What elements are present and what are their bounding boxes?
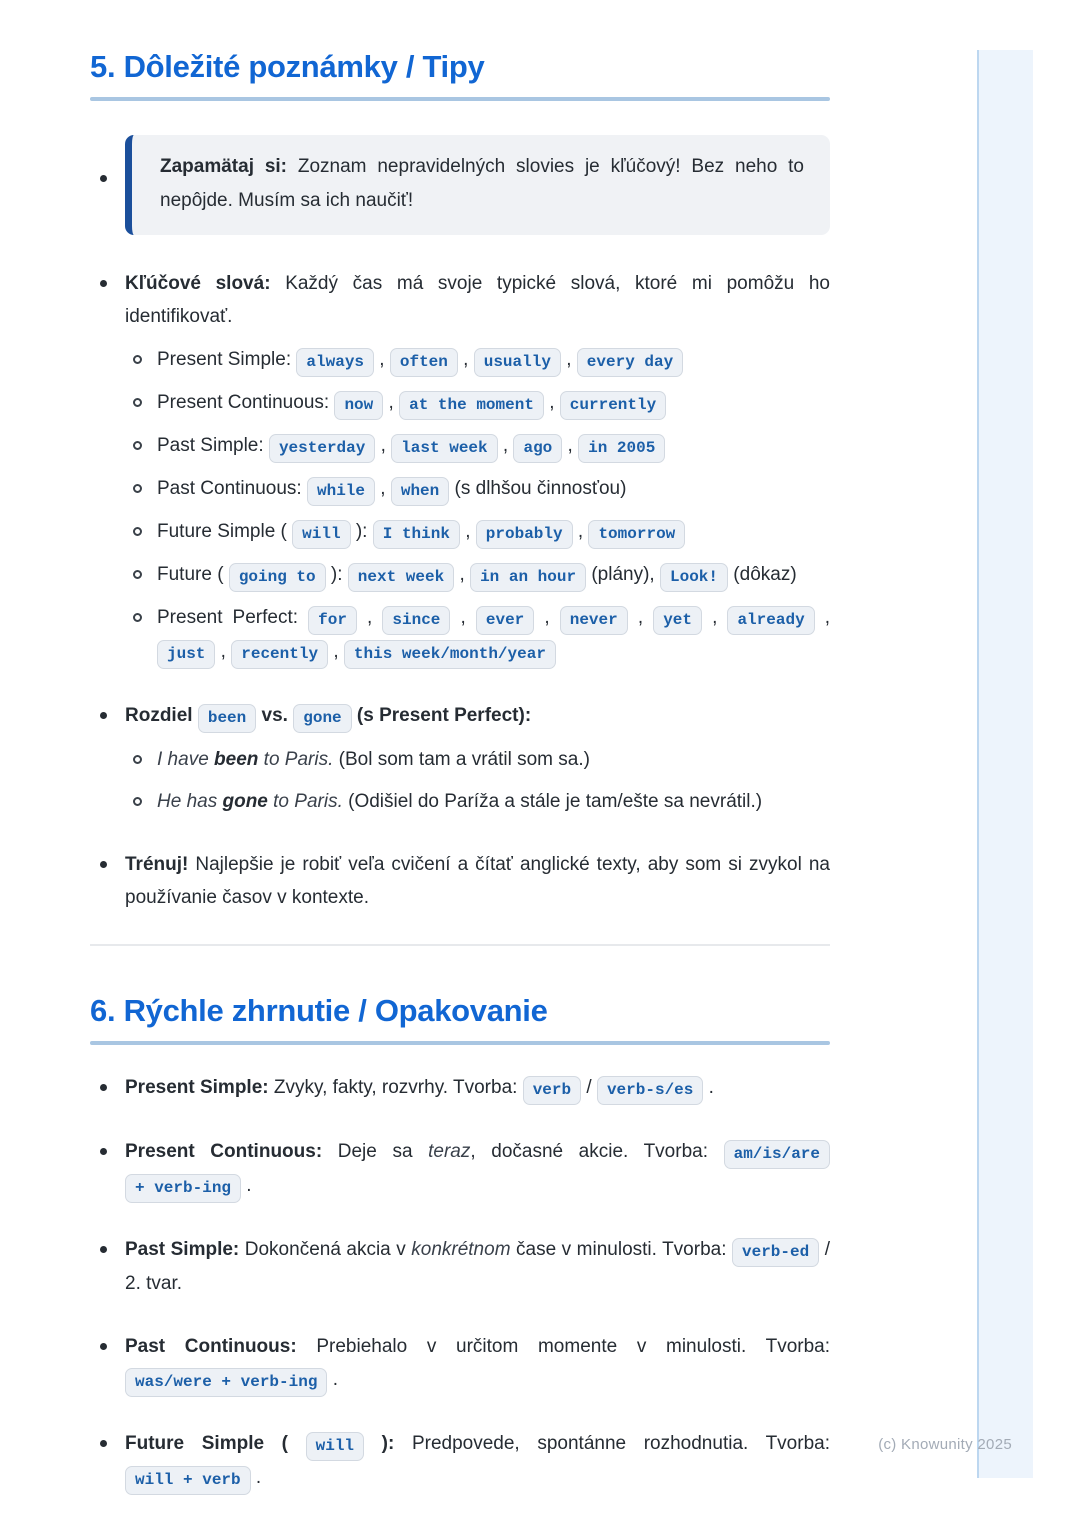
bullet-icon: [100, 1440, 107, 1447]
text-run: .: [327, 1369, 338, 1390]
code-chip: will: [306, 1432, 364, 1461]
text-run: Najlepšie je robiť veľa cvičení a čítať anglické texty, aby som si zvykol na používanie časov v kontexte.: [125, 854, 830, 908]
text-run: ,: [702, 607, 728, 628]
bullet-icon: [100, 861, 107, 868]
code-chip: I think: [373, 520, 460, 549]
code-chip: will + verb: [125, 1466, 251, 1495]
bold-italic-text: gone: [222, 791, 268, 812]
italic-text: to Paris.: [267, 791, 343, 812]
heading-underline: [90, 1041, 830, 1045]
italic-text: He has: [157, 791, 223, 812]
keyword-item-text: [157, 392, 666, 413]
text-run: ,: [560, 349, 577, 370]
circle-bullet-icon: [133, 484, 142, 493]
circle-bullet-icon: [133, 755, 142, 764]
text-run: Prebiehalo v určitom momente v minulosti. Tvorba:: [296, 1336, 830, 1357]
summary-text: [125, 1077, 714, 1098]
bullet-icon: [100, 712, 107, 719]
bold-text: Present Simple:: [125, 1077, 269, 1098]
code-chip: verb-ed: [732, 1238, 819, 1267]
example-item: [125, 743, 830, 776]
code-chip: verb-s/es: [597, 1076, 703, 1105]
list-item: [90, 135, 830, 235]
summary-text: [125, 1239, 830, 1294]
text-run: Zoznam nepravidelných slovies je kľúčový! Bez neho to nepôjde. Musím sa ich naučiť!: [160, 156, 804, 211]
bullet-icon: [100, 280, 107, 287]
code-chip: was/were + verb-ing: [125, 1368, 327, 1397]
summary-text: [125, 1336, 830, 1390]
bold-italic-text: been: [214, 749, 259, 770]
circle-bullet-icon: [133, 527, 142, 536]
text-run: ,: [450, 607, 476, 628]
text-run: ,: [562, 435, 579, 456]
copyright-footer: (c) Knowunity 2025: [878, 1436, 1012, 1453]
code-chip: while: [307, 477, 375, 506]
text-run: Future (: [157, 564, 229, 585]
bold-text: Trénuj!: [125, 854, 196, 875]
code-chip: been: [198, 704, 256, 733]
text-run: /: [581, 1077, 597, 1098]
summary-text: [125, 1433, 830, 1488]
keyword-item-text: [157, 478, 626, 499]
circle-bullet-icon: [133, 613, 142, 622]
text-run: , dočasné akcie. Tvorba:: [470, 1141, 724, 1162]
example-text: [157, 749, 590, 770]
bullet-icon: [100, 175, 107, 182]
code-chip: always: [296, 348, 374, 377]
text-run: ,: [814, 607, 831, 628]
section-divider: [90, 944, 830, 946]
text-run: .: [250, 1467, 262, 1488]
code-chip: when: [391, 477, 449, 506]
bold-text: (s Present Perfect):: [351, 705, 532, 726]
section-5-list: [90, 135, 830, 914]
code-chip: at the moment: [399, 391, 544, 420]
text-run: čase v minulosti. Tvorba:: [510, 1239, 732, 1260]
keyword-item: [125, 601, 830, 669]
text-run: ,: [459, 521, 476, 542]
code-chip: verb: [523, 1076, 581, 1105]
code-chip: yesterday: [269, 434, 375, 463]
summary-item: [90, 1135, 830, 1203]
circle-bullet-icon: [133, 355, 142, 364]
bold-text: ):: [364, 1433, 395, 1454]
bold-text: Past Continuous:: [125, 1336, 297, 1357]
code-chip: this week/month/year: [344, 640, 556, 669]
code-chip: every day: [577, 348, 683, 377]
section-6-list: [90, 1071, 830, 1495]
code-chip: probably: [476, 520, 573, 549]
code-chip: just: [157, 640, 215, 669]
code-chip: usually: [474, 348, 561, 377]
text-run: Present Perfect:: [157, 607, 309, 628]
keyword-item-text: [157, 607, 830, 662]
code-chip: currently: [560, 391, 666, 420]
text-run: Predpovede, spontánne rozhodnutia. Tvorba:: [394, 1433, 830, 1454]
keywords-lead-text: [125, 273, 830, 327]
text-run: ,: [627, 607, 654, 628]
list-item: [90, 267, 830, 669]
keyword-item-text: [157, 435, 665, 456]
text-run: (Bol som tam a vrátil som sa.): [333, 749, 590, 770]
keyword-item: [125, 429, 830, 463]
text-run: ):: [350, 521, 373, 542]
text-run: Past Simple:: [157, 435, 269, 456]
code-chip: + verb-ing: [125, 1174, 241, 1203]
text-run: Past Continuous:: [157, 478, 307, 499]
heading-underline: [90, 97, 830, 101]
code-chip: for: [308, 606, 357, 635]
keyword-item: [125, 343, 830, 377]
bold-text: vs.: [256, 705, 294, 726]
italic-text: konkrétnom: [411, 1239, 511, 1260]
list-item: [90, 848, 830, 914]
summary-text: [125, 1141, 830, 1196]
example-text: [157, 791, 762, 812]
summary-item: [90, 1233, 830, 1300]
code-chip: Look!: [660, 563, 728, 592]
code-chip: already: [727, 606, 814, 635]
code-chip: in 2005: [578, 434, 665, 463]
summary-item: [90, 1330, 830, 1397]
text-run: Present Simple:: [157, 349, 297, 370]
text-run: (Odišiel do Paríža a stále je tam/ešte sa nevrátil.): [342, 791, 763, 812]
example-item: [125, 785, 830, 818]
callout-box: [125, 135, 830, 235]
code-chip: recently: [231, 640, 328, 669]
text-run: Dokončená akcia v: [239, 1239, 412, 1260]
text-run: ,: [375, 478, 391, 499]
bold-text: Present Continuous:: [125, 1141, 323, 1162]
text-run: Future Simple (: [157, 521, 293, 542]
text-run: (plány),: [586, 564, 660, 585]
code-chip: in an hour: [470, 563, 586, 592]
text-run: ,: [454, 564, 471, 585]
been-vs-gone-list: [125, 743, 830, 818]
code-chip: gone: [293, 704, 351, 733]
code-chip: tomorrow: [588, 520, 685, 549]
been-vs-gone-lead: [125, 705, 531, 726]
circle-bullet-icon: [133, 398, 142, 407]
text-run: ,: [457, 349, 474, 370]
bold-text: Past Simple:: [125, 1239, 240, 1260]
code-chip: now: [334, 391, 383, 420]
circle-bullet-icon: [133, 797, 142, 806]
code-chip: never: [560, 606, 628, 635]
text-run: ):: [325, 564, 348, 585]
bullet-icon: [100, 1148, 107, 1155]
text-run: ,: [375, 435, 392, 456]
code-chip: last week: [391, 434, 497, 463]
code-chip: will: [292, 520, 350, 549]
keyword-item: [125, 472, 830, 506]
keyword-item: [125, 515, 830, 549]
text-run: Každý čas má svoje typické slová, ktoré mi pomôžu ho identifikovať.: [125, 273, 830, 327]
bullet-icon: [100, 1246, 107, 1253]
text-run: ,: [497, 435, 514, 456]
keyword-list: [125, 343, 830, 669]
list-item: [90, 699, 830, 818]
code-chip: often: [390, 348, 458, 377]
section-6-heading: 6. Rýchle zhrnutie / Opakovanie: [90, 993, 548, 1028]
keyword-item-text: [157, 349, 683, 370]
text-run: / 2. tvar.: [125, 1239, 830, 1294]
trenuj-text: [125, 854, 830, 908]
text-run: ,: [383, 392, 400, 413]
italic-text: teraz: [428, 1141, 471, 1162]
keyword-item: [125, 558, 830, 592]
text-run: ,: [572, 521, 589, 542]
text-run: .: [241, 1175, 252, 1196]
bold-text: Zapamätaj si:: [160, 156, 298, 177]
summary-item: [90, 1071, 830, 1105]
bullet-icon: [100, 1084, 107, 1091]
text-run: (dôkaz): [728, 564, 797, 585]
text-run: ,: [356, 607, 383, 628]
text-run: Zvyky, fakty, rozvrhy. Tvorba:: [268, 1077, 523, 1098]
circle-bullet-icon: [133, 441, 142, 450]
circle-bullet-icon: [133, 570, 142, 579]
code-chip: ago: [513, 434, 562, 463]
text-run: ,: [328, 641, 344, 662]
code-chip: next week: [348, 563, 454, 592]
code-chip: am/is/are: [724, 1140, 830, 1169]
bold-text: Kľúčové slová:: [125, 273, 286, 294]
document-content: [90, 0, 830, 1525]
text-run: ,: [374, 349, 390, 370]
italic-text: I have: [157, 749, 215, 770]
text-run: ,: [215, 641, 232, 662]
callout-text: [160, 156, 804, 211]
text-run: .: [703, 1077, 714, 1098]
text-run: ,: [534, 607, 560, 628]
text-run: Deje sa: [322, 1141, 429, 1162]
code-chip: yet: [653, 606, 702, 635]
bold-text: Future Simple (: [125, 1433, 306, 1454]
text-run: ,: [543, 392, 560, 413]
keyword-item-text: [157, 564, 797, 585]
text-run: (s dlhšou činnosťou): [449, 478, 627, 499]
italic-text: to Paris.: [258, 749, 334, 770]
summary-item: [90, 1427, 830, 1495]
code-chip: going to: [229, 563, 326, 592]
keyword-item: [125, 386, 830, 420]
scrollbar-strip[interactable]: [977, 50, 1033, 1478]
keyword-item-text: [157, 521, 685, 542]
bold-text: Rozdiel: [125, 705, 198, 726]
section-5-heading: 5. Dôležité poznámky / Tipy: [90, 49, 485, 84]
code-chip: since: [382, 606, 450, 635]
text-run: Present Continuous:: [157, 392, 335, 413]
code-chip: ever: [476, 606, 534, 635]
bullet-icon: [100, 1343, 107, 1350]
